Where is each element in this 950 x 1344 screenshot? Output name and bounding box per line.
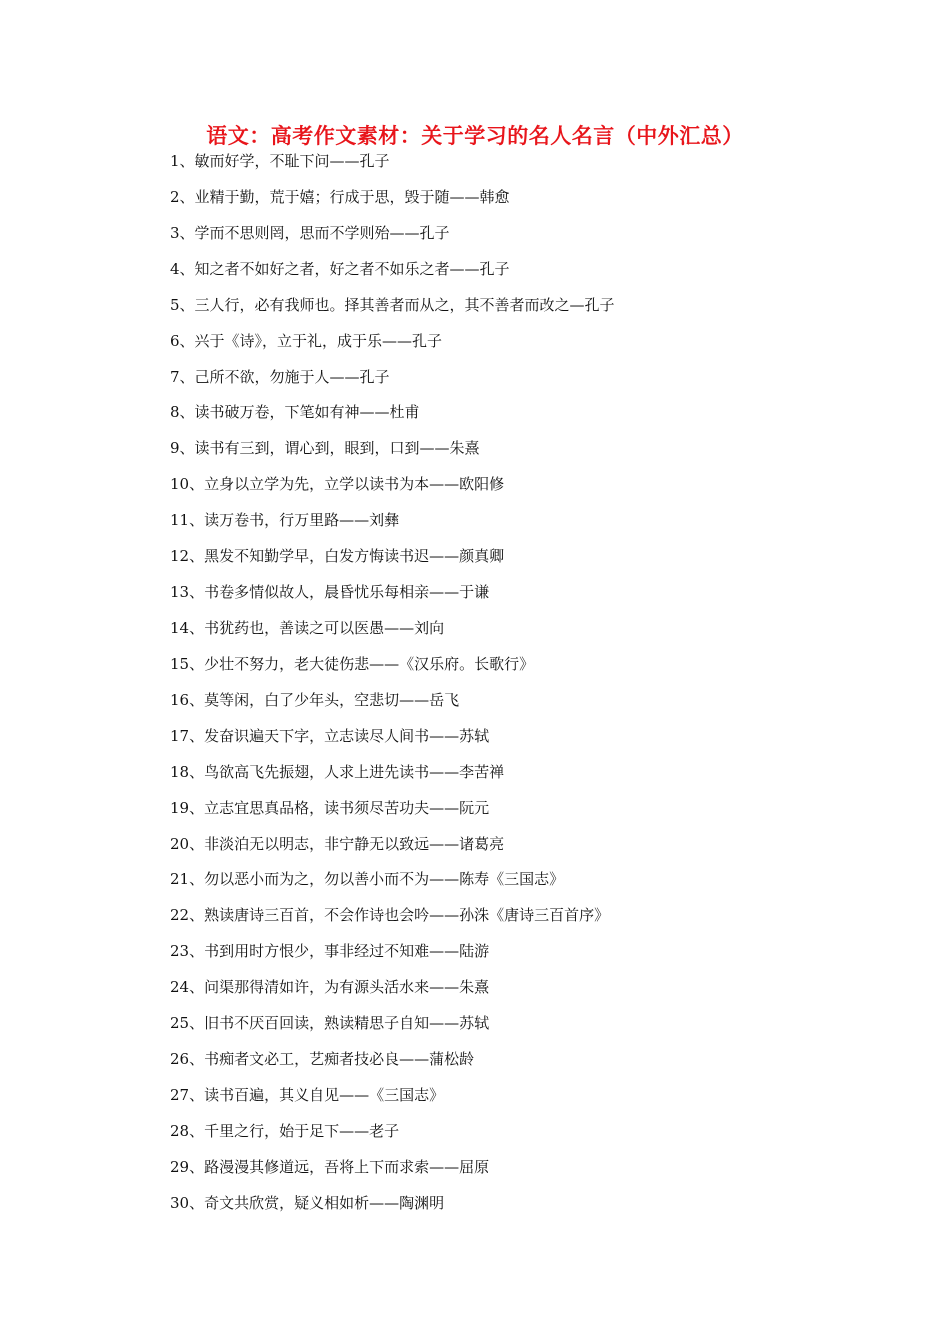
quote-item: 17、发奋识遍天下字，立志读尽人间书——苏轼 bbox=[170, 726, 490, 745]
quote-item: 9、读书有三到，谓心到，眼到，口到——朱熹 bbox=[170, 439, 480, 458]
quote-item: 2、业精于勤，荒于嬉；行成于思，毁于随——韩愈 bbox=[170, 187, 510, 206]
quote-item: 22、熟读唐诗三百首，不会作诗也会吟——孙洙《唐诗三百首序》 bbox=[170, 906, 610, 925]
quote-item: 19、立志宜思真品格，读书须尽苦功夫——阮元 bbox=[170, 798, 490, 817]
quote-item: 23、书到用时方恨少，事非经过不知难——陆游 bbox=[170, 942, 490, 961]
quote-item: 11、读万卷书，行万里路——刘彝 bbox=[170, 511, 400, 530]
quote-item: 14、书犹药也，善读之可以医愚——刘向 bbox=[170, 618, 445, 637]
quote-item: 29、路漫漫其修道远，吾将上下而求索——屈原 bbox=[170, 1157, 490, 1176]
quote-item: 10、立身以立学为先，立学以读书为本——欧阳修 bbox=[170, 475, 505, 494]
quote-item: 15、少壮不努力，老大徒伤悲——《汉乐府。长歌行》 bbox=[170, 654, 535, 673]
quote-item: 27、读书百遍，其义自见——《三国志》 bbox=[170, 1085, 445, 1104]
quote-item: 28、千里之行，始于足下——老子 bbox=[170, 1121, 400, 1140]
quote-item: 4、知之者不如好之者，好之者不如乐之者——孔子 bbox=[170, 259, 510, 278]
quote-item: 26、书痴者文必工，艺痴者技必良——蒲松龄 bbox=[170, 1050, 475, 1069]
quote-item: 30、奇文共欣赏，疑义相如析——陶渊明 bbox=[170, 1193, 445, 1212]
quote-item: 21、勿以恶小而为之，勿以善小而不为——陈寿《三国志》 bbox=[170, 870, 565, 889]
quote-item: 13、书卷多情似故人，晨昏忧乐每相亲——于谦 bbox=[170, 583, 490, 602]
quote-item: 24、问渠那得清如许，为有源头活水来——朱熹 bbox=[170, 978, 490, 997]
quote-item: 18、鸟欲高飞先振翅，人求上进先读书——李苦禅 bbox=[170, 762, 505, 781]
quote-item: 8、读书破万卷，下笔如有神——杜甫 bbox=[170, 403, 420, 422]
quote-item: 3、学而不思则罔，思而不学则殆——孔子 bbox=[170, 223, 450, 242]
quote-item: 1、敏而好学，不耻下问——孔子 bbox=[170, 152, 390, 170]
quote-item: 5、三人行，必有我师也。择其善者而从之，其不善者而改之—孔子 bbox=[170, 295, 615, 314]
quote-item: 25、旧书不厌百回读，熟读精思子自知——苏轼 bbox=[170, 1014, 490, 1033]
quote-item: 20、非淡泊无以明志，非宁静无以致远——诸葛亮 bbox=[170, 834, 505, 853]
quote-list bbox=[170, 147, 890, 1225]
quote-item: 12、黑发不知勤学早，白发方悔读书迟——颜真卿 bbox=[170, 547, 505, 566]
quote-item: 6、兴于《诗》，立于礼，成于乐——孔子 bbox=[170, 331, 443, 350]
document-title: 语文：高考作文素材：关于学习的名人名言（中外汇总） bbox=[206, 124, 744, 148]
quote-item: 7、己所不欲，勿施于人——孔子 bbox=[170, 367, 390, 386]
quote-item: 16、莫等闲，白了少年头，空悲切——岳飞 bbox=[170, 690, 460, 709]
